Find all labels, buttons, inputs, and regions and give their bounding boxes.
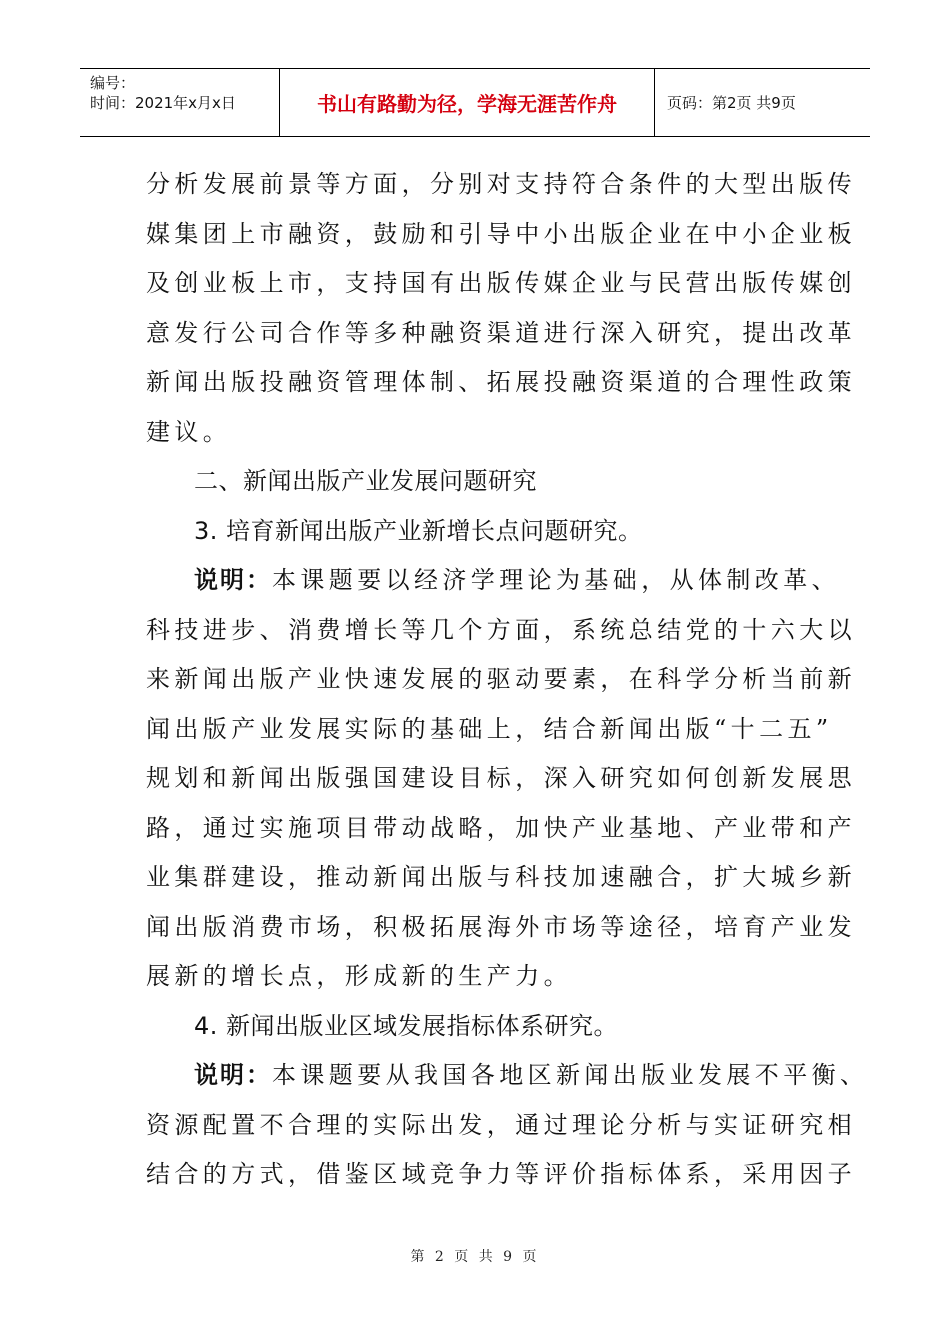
page-header: [80, 68, 870, 137]
header-time-label: 时间：2021年x月x日: [90, 94, 236, 112]
topic3-description-first: [146, 556, 840, 606]
body-line: 资源配置不合理的实际出发，通过理论分析与实证研究相: [146, 1110, 856, 1139]
body-line: 媒集团上市融资，鼓励和引导中小出版企业在中小企业板: [146, 219, 856, 248]
topic3-label: 说明：: [194, 566, 272, 594]
topic4-label: 说明：: [194, 1061, 272, 1089]
page-footer: 第 2 页 共 9 页: [410, 1249, 540, 1265]
body-line: 新闻出版投融资管理体制、拓展投融资渠道的合理性政策: [146, 368, 856, 396]
body-line: 闻出版消费市场，积极拓展海外市场等途径，培育产业发: [146, 912, 856, 941]
body-line: 建议。: [146, 417, 232, 446]
body-line: 意发行公司合作等多种融资渠道进行深入研究，提出改革: [146, 318, 856, 347]
header-motto: 书山有路勤为径，学海无涯苦作舟: [280, 69, 655, 136]
header-meta: [80, 69, 280, 136]
body-line: 路，通过实施项目带动战略，加快产业基地、产业带和产: [146, 813, 856, 842]
topic4-first-line: 本课题要从我国各地区新闻出版业发展不平衡、: [272, 1061, 869, 1089]
section-heading: 二、新闻出版产业发展问题研究: [194, 467, 537, 495]
body-line: 规划和新闻出版强国建设目标，深入研究如何创新发展思: [146, 764, 856, 792]
body-line: 及创业板上市，支持国有出版传媒企业与民营出版传媒创: [146, 269, 856, 297]
document-body: [146, 160, 869, 1200]
header-number-label: 编号：: [90, 74, 136, 92]
topic4-title: 4. 新闻出版业区域发展指标体系研究。: [194, 1011, 619, 1040]
body-line: 科技进步、消费增长等几个方面，系统总结党的十六大以: [146, 615, 856, 644]
topic3-title: 3. 培育新闻出版产业新增长点问题研究。: [194, 516, 643, 545]
body-line: 来新闻出版产业快速发展的驱动要素，在科学分析当前新: [146, 665, 856, 693]
body-line: 闻出版产业发展实际的基础上，结合新闻出版“十二五”: [146, 714, 833, 743]
topic3-first-line: 本课题要以经济学理论为基础，从体制改革、: [272, 566, 840, 594]
topic4-description-first: [146, 1051, 869, 1101]
body-line: 展新的增长点，形成新的生产力。: [146, 962, 572, 990]
body-line: 业集群建设，推动新闻出版与科技加速融合，扩大城乡新: [146, 863, 856, 891]
body-line: 分析发展前景等方面，分别对支持符合条件的大型出版传: [146, 170, 856, 198]
header-page-info: 页码：第2页 共9页: [667, 94, 796, 112]
body-line: 结合的方式，借鉴区域竞争力等评价指标体系，采用因子: [146, 1160, 856, 1188]
